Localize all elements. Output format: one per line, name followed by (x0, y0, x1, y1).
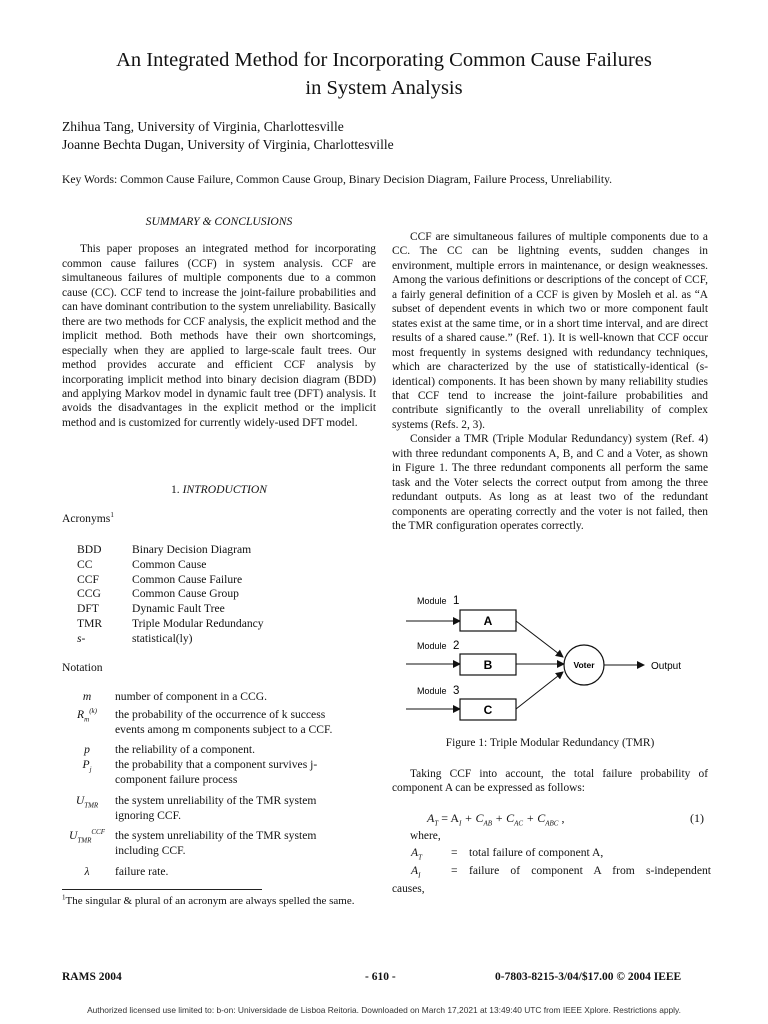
notation-pj-def: the probability that a component survives j- component failure process (115, 758, 318, 786)
footer-copyright: 0-7803-8215-3/04/$17.00 © 2004 IEEE (495, 971, 682, 983)
acronym-definition: Binary Decision Diagram (132, 543, 252, 556)
summary-text: This paper proposes an integrated method for incorporating common cause failures (CCF) in system analysis. CCF are simultaneous failures of multiple components due to a common cause (CC). CCF tend to increase the joint-failure probabilities and can have dominant contribution to the system unreliability. Basically there are two methods for CCF analysis, the explicit method and the implicit method. Both methods have their own shortcomings, especially when they are applied to large-scale fault trees. Our method provides accurate and efficient CCF analysis by incorporating implicit method into binary decision diagram (BDD) and applying Markov model in dynamic fault tree (DFT) analysis. It avoids the disadvantages in the explicit method or the implicit method and is customized for currently widely-used DFT model. (62, 243, 376, 429)
acronym-definition: Common Cause Group (132, 587, 239, 601)
acronym-abbr: DFT (77, 602, 99, 616)
authorized-use-notice: Authorized licensed use limited to: b-on: Universidade de Lisboa Reitoria. Downloaded on March 17,2021 at 13:49:40 UTC from IEEE Xplore. Restrictions apply. (87, 1005, 681, 1015)
ccf-expression-paragraph: Taking CCF into account, the total failure probability of component A can be expressed as follows: (392, 768, 708, 795)
footer-page-number: - 610 - (365, 971, 396, 983)
intro-heading (62, 483, 376, 496)
tmr-paragraph: Consider a TMR (Triple Modular Redundancy) system (Ref. 4) with three redundant components A, B, and C and a Voter, as shown in Figure 1. The three redundant components all perform the same task and the Voter selects the correct output from among the three redundant outputs. As long as at least two of the redundant components are operating correctly and the voter is not failed, then the TMR configuration operates correctly. (392, 433, 708, 533)
where-def-at: $A_T$ = total failure of component A, (411, 846, 604, 862)
figure-caption: Figure 1: Triple Modular Redundancy (TMR) (445, 737, 655, 749)
title-line-2: in System Analysis (305, 77, 463, 99)
summary-heading: SUMMARY & CONCLUSIONS (145, 215, 293, 228)
ccf-definition-paragraph: CCF are simultaneous failures of multiple components due to a CC. The CC can be lightning events, sudden changes in environment, multiple errors in maintenance, or design weaknesses. Among the various definitions or descriptions of the concept of CCF, a fairly general definition of a CCF is given by Mosleh et al. as “A subset of dependent events in which two or more component fault states exist at the same time, or in a short time interval, and are direct results of a shared cause.” (Ref. 1). It is well-known that CCF occur most frequently in systems designed with redundancy techniques, which are characterized by the use of statistically-identical (s-identical) components. It has been shown by many reliability studies that CCF tend to increase the joint-failure probabilities and contribute significantly to the overall unreliability of complex systems (Refs. 2, 3). (392, 231, 708, 431)
module-1-number: 1 (453, 595, 460, 607)
author-1: Zhihua Tang, University of Virginia, Charlottesville (62, 119, 344, 134)
acronym-definition: Common Cause Failure (132, 572, 243, 586)
notation-m-symbol: m (82, 690, 92, 703)
footnote-rule (62, 889, 262, 890)
equation-1-number: (1) (690, 811, 704, 825)
module-2-label: Module (417, 641, 447, 651)
footnote-mark: 1 (62, 893, 66, 902)
notation-pj-symbol: $P_j$ (82, 758, 92, 774)
footnote-text: The singular & plural of an acronym are always spelled the same. (65, 895, 355, 907)
right-column (392, 230, 708, 534)
acronym-abbr: CCG (77, 587, 101, 601)
acronym-definition: Common Cause (132, 557, 207, 571)
acronym-abbr: s- (77, 631, 86, 645)
arrow-c-voter (516, 672, 563, 709)
acronyms-footnote-mark: 1 (110, 511, 114, 520)
footnote (62, 894, 382, 908)
notation-r-def: the probability of the occurrence of k success events among m components subject to a CCF. (115, 708, 333, 736)
acronym-definition: Dynamic Fault Tree (132, 602, 225, 616)
where-def-ai-cont: causes, (392, 883, 425, 895)
acronym-definition: statistical(ly) (132, 631, 193, 645)
module-1-label: Module (417, 596, 447, 606)
acronym-abbr: BDD (77, 543, 102, 556)
summary-section (62, 215, 376, 430)
notation-uccf-symbol: $U_{TMR}^{CCF}$ (69, 828, 105, 845)
arrow-a-voter (516, 621, 563, 657)
notation-lambda-def: failure rate. (115, 865, 169, 878)
notation-u-def: the system unreliability of the TMR system ignoring CCF. (115, 794, 317, 822)
where-def-ai: $A_I$ = failure of component A from s-independent (411, 864, 711, 880)
module-3-number: 3 (453, 685, 460, 697)
notation-label: Notation (62, 661, 103, 674)
notation-lambda-symbol: λ (84, 865, 90, 878)
keywords: Key Words: Common Cause Failure, Common Cause Group, Binary Decision Diagram, Failure Process, Unreliability. (62, 173, 613, 186)
intro-heading-number: 1. (171, 483, 180, 496)
output-label: Output (651, 661, 682, 672)
notation-p-symbol: p (84, 743, 90, 756)
module-b-label: B (483, 658, 493, 672)
acronyms-label (62, 512, 114, 525)
acronym-abbr: CCF (77, 572, 99, 586)
notation-uccf-def: the system unreliability of the TMR system including CCF. (115, 829, 317, 857)
author-2: Joanne Bechta Dugan, University of Virginia, Charlottesville (62, 137, 394, 152)
notation-r-symbol: $R_m^{(k)}$ (77, 707, 97, 724)
module-a-label: A (483, 614, 493, 628)
voter-label: Voter (573, 660, 595, 670)
footer-conference: RAMS 2004 (62, 971, 122, 983)
paper-title (60, 46, 708, 102)
title-line-1: An Integrated Method for Incorporating Common Cause Failures (116, 49, 652, 71)
acronym-list (62, 543, 376, 653)
notation-u-symbol: $U_{TMR}$ (75, 794, 99, 810)
intro-heading-text: INTRODUCTION (182, 483, 267, 496)
notation-m-def: number of component in a CCG. (115, 690, 267, 703)
notation-p-def: the reliability of a component. (115, 743, 256, 756)
acronym-abbr: CC (77, 557, 93, 571)
module-c-label: C (483, 703, 493, 717)
acronyms-label-text: Acronyms (62, 512, 111, 525)
acronym-definition: Triple Modular Redundancy (132, 617, 264, 630)
module-3-label: Module (417, 686, 447, 696)
equation-1: $A_T = A_I + C_{AB} + C_{AC} + C_{ABC}$ , (427, 811, 565, 828)
module-2-number: 2 (453, 640, 460, 652)
notation-list (62, 690, 376, 880)
acronym-abbr: TMR (77, 617, 103, 630)
author-list (62, 118, 394, 154)
where-label: where, (410, 830, 441, 842)
tmr-diagram (400, 588, 720, 728)
